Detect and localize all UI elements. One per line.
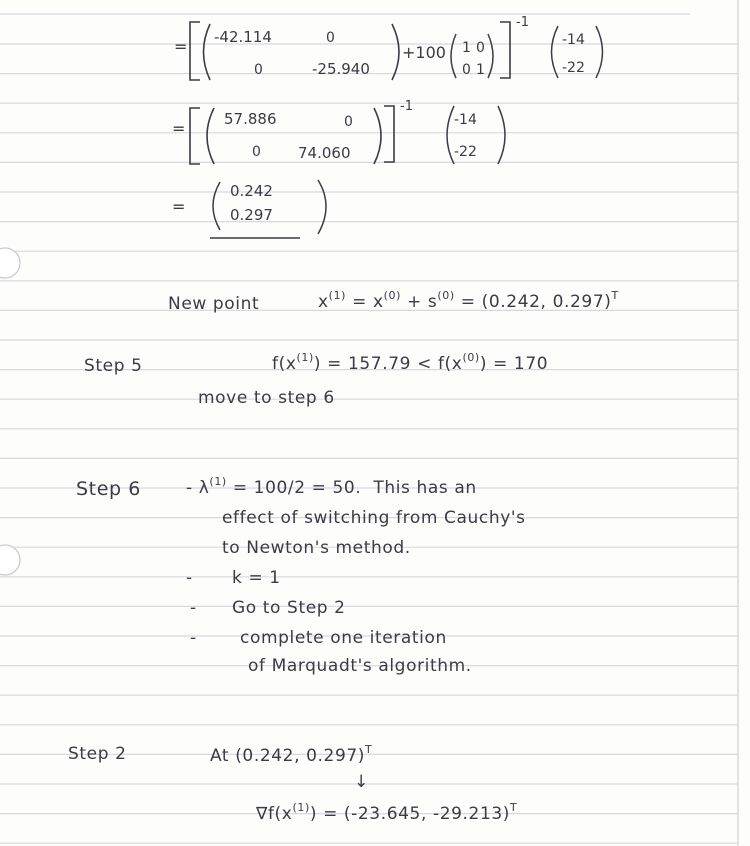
eq1-plus-100: +100 [402, 43, 446, 62]
new-point-lhs-superscript: (1) [328, 289, 347, 302]
step2-arrow: ↓ [354, 772, 369, 792]
eq3-equals: = [172, 197, 186, 216]
new-point-value: (0.242, 0.297) [481, 292, 612, 312]
step5-f1: f(x [272, 354, 297, 374]
eq3-vector-paren-right [318, 180, 326, 234]
eq2-vector-paren-left [447, 106, 454, 164]
new-point-eq2: = [460, 292, 476, 312]
new-point-t2: s [427, 292, 438, 312]
step5-less-than: < [417, 354, 432, 374]
new-point-label: New point [168, 294, 260, 314]
step6-bullet-dash-3: - [190, 628, 197, 648]
eq1-matrix-paren-left [204, 24, 211, 80]
step5-val1: = 157.79 [327, 354, 412, 374]
step6-complete-line1: complete one iteration [240, 628, 447, 648]
equation-1 [170, 12, 640, 87]
step2-at-transpose: T [365, 743, 373, 756]
eq2-equals: = [172, 119, 186, 138]
eq3-v2: 0.297 [230, 206, 273, 224]
eq1-m11: -42.114 [214, 28, 272, 46]
step5-val2: = 170 [493, 354, 549, 374]
step2-grad-f: ∇f(x [256, 804, 293, 824]
new-point-t2-superscript: (0) [437, 289, 455, 302]
step6-lambda-line [186, 475, 477, 498]
equation-2 [168, 98, 528, 170]
step6-dash: - [186, 478, 193, 498]
eq1-vector-paren-right [596, 26, 603, 78]
eq1-square-bracket-left [190, 22, 200, 80]
eq1-v2: -22 [562, 60, 585, 76]
step2-at-text: At (0.242, 0.297) [210, 746, 366, 766]
eq2-matrix-paren-right [374, 108, 381, 164]
step5-note: move to step 6 [198, 388, 335, 408]
eq2-inverse-exponent: -1 [400, 99, 413, 114]
step2-gradient [256, 801, 518, 824]
step6-lambda-expr: = 100/2 = 50. [232, 478, 362, 498]
new-point-transpose: T [611, 289, 619, 302]
step6-lambda-note: This has an [373, 478, 477, 498]
eq3-vector-paren-left [213, 182, 220, 230]
eq1-i12: 0 [476, 40, 485, 56]
step5-f1-superscript: (1) [296, 351, 314, 364]
eq1-equals: = [174, 37, 188, 56]
step6-k-equals: k = 1 [232, 568, 281, 588]
new-point-t1: x [372, 292, 384, 312]
step5-label: Step 5 [84, 356, 143, 376]
step6-bullet-dash-1: - [186, 568, 193, 588]
eq3-v1: 0.242 [230, 182, 273, 200]
eq1-inverse-exponent: -1 [516, 15, 529, 30]
eq2-v2: -22 [454, 144, 477, 160]
eq1-i21: 0 [462, 62, 471, 78]
step5-f2-close: ) [479, 354, 488, 374]
eq1-v1: -14 [562, 32, 585, 48]
eq2-m22: 74.060 [298, 144, 351, 162]
step6-lambda-superscript: (1) [209, 475, 227, 488]
new-point-eq1: = [352, 292, 367, 312]
step6-line3: to Newton's method. [222, 538, 411, 558]
step2-label: Step 2 [68, 744, 127, 764]
new-point-t1-superscript: (0) [383, 289, 402, 302]
eq2-square-bracket-left [190, 108, 200, 164]
step6-label: Step 6 [76, 478, 141, 500]
step6-line2: effect of switching from Cauchy's [222, 508, 526, 528]
eq2-vector-paren-right [498, 106, 505, 164]
eq2-m11: 57.886 [224, 110, 277, 128]
eq2-matrix-paren-left [207, 108, 214, 164]
eq1-m21: 0 [254, 62, 263, 78]
step5-inequality [272, 351, 549, 374]
eq1-vector-paren-left [552, 26, 559, 78]
step6-go-to-step2: Go to Step 2 [232, 598, 346, 618]
new-point-equation [318, 289, 619, 312]
step5-f2-superscript: (0) [462, 351, 480, 364]
step5-f1-close: ) [313, 354, 322, 374]
new-point-plus: + [407, 292, 422, 312]
eq1-i11: 1 [462, 40, 471, 56]
step5-f2: f(x [437, 354, 463, 374]
eq1-m12: 0 [326, 30, 335, 46]
step2-grad-superscript: (1) [292, 801, 310, 814]
step2-grad-transpose: T [510, 801, 518, 814]
eq2-m21: 0 [252, 144, 261, 160]
eq1-square-bracket-right [500, 22, 510, 78]
step2-at-point [210, 743, 373, 766]
equation-3 [168, 176, 368, 246]
eq2-square-bracket-right [384, 106, 394, 162]
step6-complete-line2: of Marquadt's algorithm. [248, 656, 472, 676]
eq1-m22: -25.940 [312, 60, 370, 78]
step6-lambda: λ [198, 478, 210, 498]
eq1-identity-paren-right [488, 34, 493, 78]
eq1-i22: 1 [476, 62, 485, 78]
eq2-m12: 0 [344, 114, 353, 130]
new-point-lhs: x [318, 292, 329, 312]
eq2-v1: -14 [454, 112, 477, 128]
eq1-matrix-paren-right [392, 24, 399, 80]
step2-grad-value: ) = (-23.645, -29.213) [309, 804, 511, 824]
step6-bullet-dash-2: - [190, 598, 197, 618]
eq1-identity-paren-left [451, 34, 456, 78]
